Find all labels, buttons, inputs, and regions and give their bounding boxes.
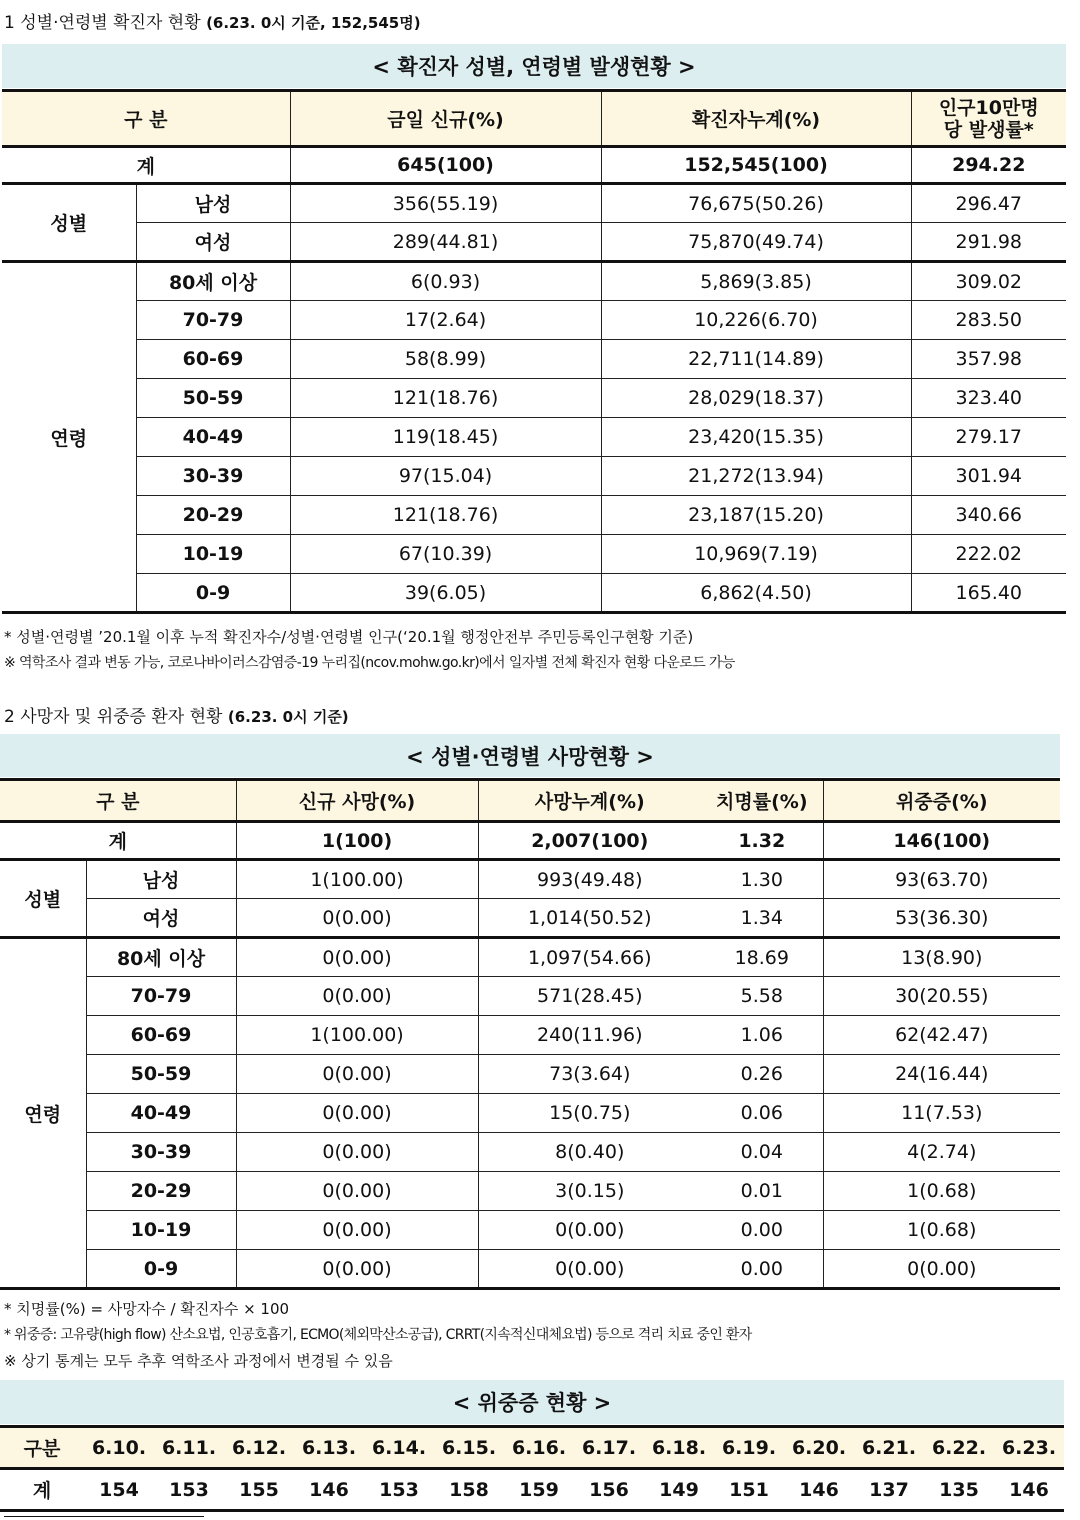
trend-row-label: 계 (0, 1469, 84, 1511)
age-row-label: 0-9 (136, 574, 290, 613)
severe-trend-table (0, 1425, 1064, 1512)
sex-row-cfr: 1.30 (701, 860, 823, 899)
age-row-label: 40-49 (136, 418, 290, 457)
trend-date: 6.10. (84, 1427, 154, 1469)
section2-banner (0, 734, 1060, 777)
sex-row-rate: 296.47 (911, 184, 1066, 223)
trend-date: 6.18. (644, 1427, 714, 1469)
trend-date: 6.23. (994, 1427, 1064, 1469)
section2-banner-text: < 성별·연령별 사망현황 > (406, 744, 654, 769)
total-cumulative: 152,545(100) (601, 147, 911, 184)
age-row-rate: 279.17 (911, 418, 1066, 457)
age-row-rate: 323.40 (911, 379, 1066, 418)
trend-date: 6.14. (364, 1427, 434, 1469)
sex-group-label: 성별 (2, 184, 136, 262)
age-row-cumulative: 23,420(15.35) (601, 418, 911, 457)
age-row-new-deaths: 0(0.00) (236, 1094, 478, 1133)
sex-group-label: 성별 (0, 860, 86, 938)
section1-heading-text: 1 성별·연령별 확진자 현황 (4, 13, 201, 33)
age-row-severe: 1(0.68) (823, 1172, 1060, 1211)
sex-row-label: 남성 (136, 184, 290, 223)
trend-value: 137 (854, 1469, 924, 1511)
sex-row-cumulative-deaths: 993(49.48) (478, 860, 701, 899)
age-row-severe: 11(7.53) (823, 1094, 1060, 1133)
age-row-label: 60-69 (86, 1016, 236, 1055)
col-header-cumulative: 확진자누계(%) (601, 91, 911, 147)
age-row-label: 10-19 (86, 1211, 236, 1250)
age-row-severe: 62(42.47) (823, 1016, 1060, 1055)
trend-value: 153 (154, 1469, 224, 1511)
trend-date: 6.21. (854, 1427, 924, 1469)
age-row-cumulative-deaths: 0(0.00) (478, 1211, 701, 1250)
age-row-cumulative-deaths: 1,097(54.66) (478, 938, 701, 977)
age-row-cumulative-deaths: 15(0.75) (478, 1094, 701, 1133)
deaths-table (0, 778, 1060, 1290)
age-row-rate: 301.94 (911, 457, 1066, 496)
trend-date: 6.11. (154, 1427, 224, 1469)
age-row-new-deaths: 0(0.00) (236, 977, 478, 1016)
age-row-cumulative: 21,272(13.94) (601, 457, 911, 496)
sex-row-cumulative: 75,870(49.74) (601, 223, 911, 262)
col-header-cumulative-deaths: 사망누계(%) (478, 780, 701, 822)
age-row-label: 70-79 (136, 301, 290, 340)
age-row-label: 80세 이상 (86, 938, 236, 977)
sex-row-new: 356(55.19) (290, 184, 601, 223)
sex-row-new: 289(44.81) (290, 223, 601, 262)
sex-row-new-deaths: 1(100.00) (236, 860, 478, 899)
section2-note-3: ※ 상기 통계는 모두 추후 역학조사 과정에서 변경될 수 있음 (4, 1352, 393, 1370)
sex-row-rate: 291.98 (911, 223, 1066, 262)
sex-row-severe: 53(36.30) (823, 899, 1060, 938)
age-row-cumulative: 6,862(4.50) (601, 574, 911, 613)
col-header-category: 구 분 (2, 91, 290, 147)
section3-banner-text: < 위중증 현황 > (452, 1391, 612, 1415)
age-row-cumulative-deaths: 0(0.00) (478, 1250, 701, 1289)
age-row-label: 0-9 (86, 1250, 236, 1289)
age-row-new-deaths: 0(0.00) (236, 938, 478, 977)
age-row-new-deaths: 0(0.00) (236, 1211, 478, 1250)
age-row-severe: 4(2.74) (823, 1133, 1060, 1172)
age-row-cumulative-deaths: 8(0.40) (478, 1133, 701, 1172)
age-row-new-deaths: 0(0.00) (236, 1172, 478, 1211)
age-row-label: 10-19 (136, 535, 290, 574)
trend-value: 135 (924, 1469, 994, 1511)
age-row-new: 17(2.64) (290, 301, 601, 340)
sex-row-cumulative-deaths: 1,014(50.52) (478, 899, 701, 938)
age-row-rate: 309.02 (911, 262, 1066, 301)
trend-date: 6.16. (504, 1427, 574, 1469)
total-cfr: 1.32 (701, 822, 823, 860)
total-new-deaths: 1(100) (236, 822, 478, 860)
total-label: 계 (2, 147, 290, 184)
section2-heading-text: 2 사망자 및 위중증 환자 현황 (4, 707, 223, 727)
age-row-cfr: 0.06 (701, 1094, 823, 1133)
section1-banner (2, 44, 1066, 88)
age-row-cfr: 18.69 (701, 938, 823, 977)
section1-heading-sub: (6.23. 0시 기준, 152,545명) (206, 14, 421, 32)
sex-row-label: 여성 (136, 223, 290, 262)
trend-date: 6.15. (434, 1427, 504, 1469)
age-row-rate: 357.98 (911, 340, 1066, 379)
age-row-label: 80세 이상 (136, 262, 290, 301)
age-row-cfr: 1.06 (701, 1016, 823, 1055)
trend-date: 6.17. (574, 1427, 644, 1469)
age-row-new: 121(18.76) (290, 496, 601, 535)
trend-date: 6.20. (784, 1427, 854, 1469)
age-row-label: 40-49 (86, 1094, 236, 1133)
age-row-label: 70-79 (86, 977, 236, 1016)
trend-value: 158 (434, 1469, 504, 1511)
sex-row-label: 남성 (86, 860, 236, 899)
trend-value: 146 (994, 1469, 1064, 1511)
trend-date: 6.13. (294, 1427, 364, 1469)
age-row-new: 119(18.45) (290, 418, 601, 457)
age-row-label: 20-29 (86, 1172, 236, 1211)
trend-date: 6.22. (924, 1427, 994, 1469)
section1-note-1: * 성별·연령별 ’20.1월 이후 누적 확진자수/성별·연령별 인구(‘20.1월 행정안전부 주민등록인구현황 기준) (4, 628, 694, 646)
age-row-cumulative-deaths: 3(0.15) (478, 1172, 701, 1211)
section1-heading (4, 8, 421, 33)
age-row-rate: 340.66 (911, 496, 1066, 535)
sex-row-label: 여성 (86, 899, 236, 938)
age-row-rate: 283.50 (911, 301, 1066, 340)
col-header-rate (911, 91, 1066, 147)
trend-value: 156 (574, 1469, 644, 1511)
age-row-severe: 1(0.68) (823, 1211, 1060, 1250)
age-row-label: 50-59 (86, 1055, 236, 1094)
sex-row-cumulative: 76,675(50.26) (601, 184, 911, 223)
trend-value: 155 (224, 1469, 294, 1511)
trend-value: 154 (84, 1469, 154, 1511)
age-row-new-deaths: 0(0.00) (236, 1055, 478, 1094)
col-header-severe: 위중증(%) (823, 780, 1060, 822)
age-row-cumulative: 5,869(3.85) (601, 262, 911, 301)
age-row-rate: 222.02 (911, 535, 1066, 574)
age-row-label: 50-59 (136, 379, 290, 418)
trend-value: 159 (504, 1469, 574, 1511)
confirmed-cases-table (2, 89, 1066, 614)
total-rate: 294.22 (911, 147, 1066, 184)
section2-note-2: * 위중증: 고유량(high flow) 산소요법, 인공호흡기, ECMO(체외막산소공급), CRRT(지속적신대체요법) 등으로 격리 치료 중인 환자 (4, 1327, 752, 1343)
age-row-new: 67(10.39) (290, 535, 601, 574)
sex-row-new-deaths: 0(0.00) (236, 899, 478, 938)
age-row-rate: 165.40 (911, 574, 1066, 613)
age-row-cumulative: 10,226(6.70) (601, 301, 911, 340)
total-new: 645(100) (290, 147, 601, 184)
age-group-label: 연령 (2, 262, 136, 613)
age-row-new-deaths: 1(100.00) (236, 1016, 478, 1055)
sex-row-severe: 93(63.70) (823, 860, 1060, 899)
section2-heading-sub: (6.23. 0시 기준) (227, 708, 349, 726)
age-row-severe: 30(20.55) (823, 977, 1060, 1016)
trend-value: 146 (294, 1469, 364, 1511)
age-row-severe: 13(8.90) (823, 938, 1060, 977)
age-row-new-deaths: 0(0.00) (236, 1250, 478, 1289)
section1-banner-text: < 확진자 성별, 연령별 발생현황 > (372, 55, 696, 79)
age-row-severe: 24(16.44) (823, 1055, 1060, 1094)
trend-value: 146 (784, 1469, 854, 1511)
age-row-label: 30-39 (136, 457, 290, 496)
col-header-category: 구 분 (0, 780, 236, 822)
age-row-cumulative: 28,029(18.37) (601, 379, 911, 418)
age-row-cumulative: 10,969(7.19) (601, 535, 911, 574)
age-row-new: 121(18.76) (290, 379, 601, 418)
section1-note-2: ※ 역학조사 결과 변동 가능, 코로나바이러스감염증-19 누리집(ncov.mohw.go.kr)에서 일자별 전체 확진자 현황 다운로드 가능 (4, 655, 735, 671)
age-row-new: 39(6.05) (290, 574, 601, 613)
age-row-label: 30-39 (86, 1133, 236, 1172)
sex-row-cfr: 1.34 (701, 899, 823, 938)
age-row-cumulative-deaths: 571(28.45) (478, 977, 701, 1016)
trend-header-label: 구분 (0, 1427, 84, 1469)
section2-heading (4, 702, 349, 727)
age-row-cumulative-deaths: 73(3.64) (478, 1055, 701, 1094)
trend-value: 149 (644, 1469, 714, 1511)
age-row-cfr: 0.00 (701, 1211, 823, 1250)
age-row-cfr: 0.26 (701, 1055, 823, 1094)
age-row-new: 6(0.93) (290, 262, 601, 301)
trend-value: 153 (364, 1469, 434, 1511)
age-row-cfr: 0.00 (701, 1250, 823, 1289)
col-header-rate-text: 인구10만명당 발생률* (938, 96, 1039, 141)
trend-date: 6.19. (714, 1427, 784, 1469)
col-header-new: 금일 신규(%) (290, 91, 601, 147)
trend-date: 6.12. (224, 1427, 294, 1469)
trend-value: 151 (714, 1469, 784, 1511)
age-row-cfr: 5.58 (701, 977, 823, 1016)
total-severe: 146(100) (823, 822, 1060, 860)
col-header-new-deaths: 신규 사망(%) (236, 780, 478, 822)
age-row-label: 20-29 (136, 496, 290, 535)
age-group-label: 연령 (0, 938, 86, 1289)
footer-divider (4, 1516, 204, 1517)
total-label: 계 (0, 822, 236, 860)
total-cumulative-deaths: 2,007(100) (478, 822, 701, 860)
age-row-severe: 0(0.00) (823, 1250, 1060, 1289)
age-row-cfr: 0.01 (701, 1172, 823, 1211)
age-row-cfr: 0.04 (701, 1133, 823, 1172)
age-row-cumulative-deaths: 240(11.96) (478, 1016, 701, 1055)
age-row-label: 60-69 (136, 340, 290, 379)
col-header-cfr: 치명률(%) (701, 780, 823, 822)
age-row-cumulative: 22,711(14.89) (601, 340, 911, 379)
age-row-new: 97(15.04) (290, 457, 601, 496)
age-row-cumulative: 23,187(15.20) (601, 496, 911, 535)
age-row-new-deaths: 0(0.00) (236, 1133, 478, 1172)
section3-banner (0, 1380, 1064, 1424)
age-row-new: 58(8.99) (290, 340, 601, 379)
section2-note-1: * 치명률(%) = 사망자수 / 확진자수 × 100 (4, 1300, 290, 1318)
